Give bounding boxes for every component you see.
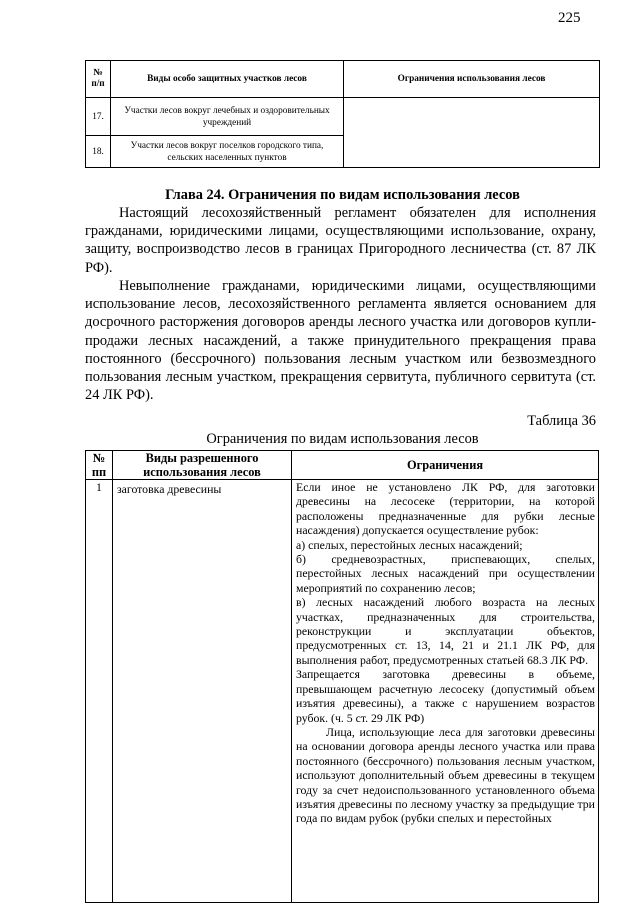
table-header-row — [86, 61, 600, 98]
table-caption: Ограничения по видам использования лесов — [206, 431, 479, 447]
row-restriction — [344, 98, 600, 168]
table-label: Таблица 36 — [527, 413, 596, 429]
header-kind: Виды разрешенного использования лесов — [113, 451, 292, 480]
usage-restrictions-table — [85, 450, 599, 903]
restriction-text: в) лесных насаждений любого возраста на лесных участках, предназначенных для строительства, реконструкции и эксплуатации объектов, предусмотренных ст. 13, 14, 21 и 21.1 ЛК РФ, для выполнения работ, предусмотренных статьей 68.3 ЛК РФ. — [296, 595, 595, 667]
row-num: 18. — [86, 136, 111, 168]
row-restriction — [292, 480, 599, 903]
restriction-text: Лица, использующие леса для заготовки древесины на основании договора аренды лесного участка или права постоянного (бессрочного) пользования лесным участком, используют дополнительный объем древесины в текущем году за счет недоиспользованного установленного объема изъятия древесины по лесному участку за предыдущие три года по видам рубок (рубки спелых и перестойных — [296, 724, 595, 826]
header-restriction: Ограничения использования лесов — [344, 61, 600, 98]
page-number: 225 — [558, 10, 581, 26]
header-restriction: Ограничения — [292, 451, 599, 480]
restriction-text: Запрещается заготовка древесины в объеме, превышающем расчетную лесосеку (допустимый объем изъятия древесины), а также с нарушением возрастов рубок. (ч. 5 ст. 29 ЛК РФ) — [296, 667, 595, 725]
restriction-text: а) спелых, перестойных лесных насаждений; — [296, 537, 523, 552]
header-zone: Виды особо защитных участков лесов — [111, 61, 344, 98]
chapter-heading: Глава 24. Ограничения по видам использования лесов — [165, 187, 520, 203]
protective-zones-table — [85, 60, 600, 168]
table-row — [86, 98, 600, 136]
row-zone: Участки лесов вокруг поселков городского типа, сельских населенных пунктов — [111, 136, 344, 168]
paragraph: Настоящий лесохозяйственный регламент обязателен для исполнения гражданами, юридическими лицами, осуществляющими использование, охрану, защиту, воспроизводство лесов в границах Пригородного лесничества (ст. 87 ЛК РФ). — [85, 205, 596, 276]
row-num: 1 — [86, 480, 113, 903]
restriction-text: б) средневозрастных, приспевающих, спелых, перестойных лесных насаждений при осуществлении мероприятий по сохранению лесов; — [296, 552, 595, 595]
table-row — [86, 480, 599, 903]
table-header-row — [86, 451, 599, 480]
row-num: 17. — [86, 98, 111, 136]
paragraph: Невыполнение гражданами, юридическими лицами, осуществляющими использование лесов, лесохозяйственного регламента является основанием для досрочного расторжения договоров аренды лесного участка или договоров купли-продажи лесных насаждений, а также принудительного прекращения права постоянного (бессрочного) пользования лесным участком или безвозмездного пользования лесным участком, прекращения сервитута, публичного сервитута (ст. 24 ЛК РФ). — [85, 278, 596, 404]
header-num: № п/п — [86, 61, 111, 98]
header-num: № пп — [86, 451, 113, 480]
restriction-text: Если иное не установлено ЛК РФ, для заготовки древесины на лесосеке (территории, на которой расположены предназначенные для рубки лесные насаждения) допускается осуществление рубок: — [296, 480, 595, 538]
row-zone: Участки лесов вокруг лечебных и оздоровительных учреждений — [111, 98, 344, 136]
row-kind: заготовка древесины — [113, 480, 292, 903]
